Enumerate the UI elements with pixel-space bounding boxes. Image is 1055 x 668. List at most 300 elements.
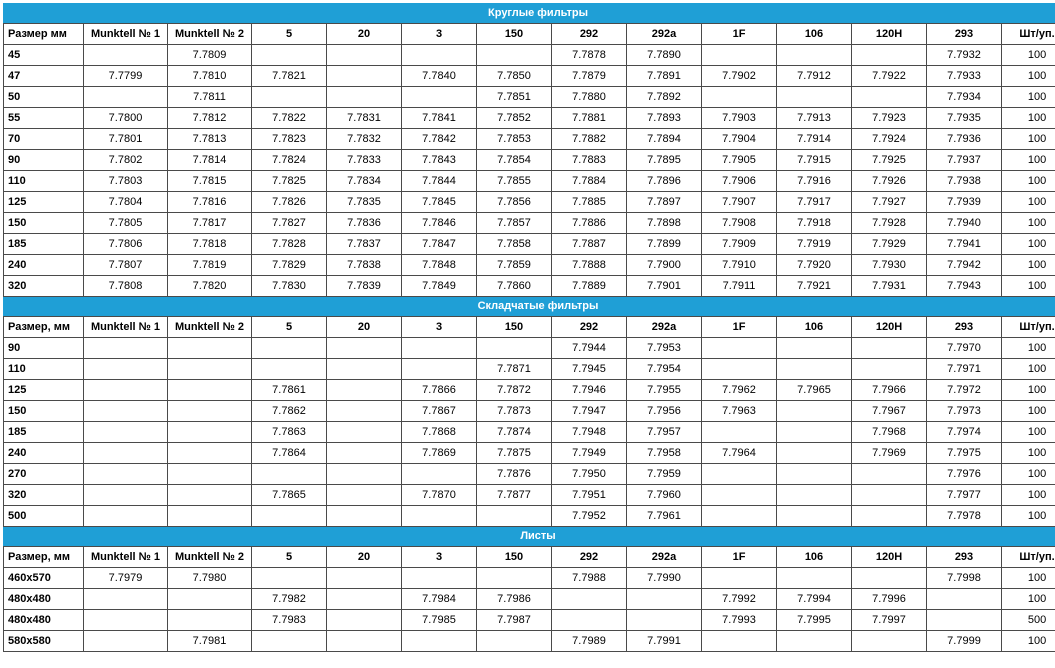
table-cell: 7.7847 — [402, 234, 477, 255]
table-cell: 7.7979 — [84, 568, 168, 589]
column-header: Шт/уп. — [1002, 24, 1055, 45]
size-cell: 185 — [4, 234, 84, 255]
table-cell: 7.7866 — [402, 380, 477, 401]
table-cell: 7.7831 — [327, 108, 402, 129]
table-cell: 7.7881 — [552, 108, 627, 129]
table-cell: 7.7973 — [927, 401, 1002, 422]
table-cell: 7.7969 — [852, 443, 927, 464]
table-cell: 7.7924 — [852, 129, 927, 150]
column-header: 3 — [402, 547, 477, 568]
column-header: 20 — [327, 547, 402, 568]
table-cell — [552, 610, 627, 631]
table-cell: 7.7940 — [927, 213, 1002, 234]
table-cell — [852, 506, 927, 527]
table-cell: 7.7959 — [627, 464, 702, 485]
table-cell — [168, 359, 252, 380]
table-row — [4, 359, 1055, 380]
table-cell — [84, 610, 168, 631]
table-cell: 7.7883 — [552, 150, 627, 171]
table-row — [4, 213, 1055, 234]
table-cell: 7.7857 — [477, 213, 552, 234]
table-cell: 7.7945 — [552, 359, 627, 380]
table-cell: 7.7855 — [477, 171, 552, 192]
table-cell — [252, 568, 327, 589]
table-cell: 100 — [1002, 464, 1055, 485]
table-cell: 7.7850 — [477, 66, 552, 87]
filter-catalog — [3, 3, 1055, 652]
table-cell — [702, 422, 777, 443]
table-cell: 7.7904 — [702, 129, 777, 150]
table-cell — [327, 422, 402, 443]
table-cell — [402, 568, 477, 589]
table-cell: 7.7907 — [702, 192, 777, 213]
table-cell: 7.7932 — [927, 45, 1002, 66]
table-cell: 7.7952 — [552, 506, 627, 527]
table-cell: 7.7956 — [627, 401, 702, 422]
table-cell: 7.7882 — [552, 129, 627, 150]
size-cell: 55 — [4, 108, 84, 129]
table-cell: 7.7937 — [927, 150, 1002, 171]
table-cell — [777, 401, 852, 422]
table-cell — [702, 506, 777, 527]
table-cell: 100 — [1002, 171, 1055, 192]
table-cell: 7.7957 — [627, 422, 702, 443]
table-cell: 7.7815 — [168, 171, 252, 192]
column-header: 292a — [627, 547, 702, 568]
table-cell: 7.7900 — [627, 255, 702, 276]
table-cell: 7.7805 — [84, 213, 168, 234]
size-cell: 150 — [4, 401, 84, 422]
column-header: 120H — [852, 24, 927, 45]
table-cell: 7.7963 — [702, 401, 777, 422]
column-header: 5 — [252, 547, 327, 568]
column-header: 106 — [777, 24, 852, 45]
column-header: 292a — [627, 317, 702, 338]
table-cell — [252, 464, 327, 485]
table-cell: 7.7861 — [252, 380, 327, 401]
table-cell: 7.7893 — [627, 108, 702, 129]
table-cell: 7.7834 — [327, 171, 402, 192]
table-cell: 7.7843 — [402, 150, 477, 171]
table-cell: 7.7968 — [852, 422, 927, 443]
table-cell — [402, 87, 477, 108]
size-cell: 240 — [4, 255, 84, 276]
size-cell: 90 — [4, 338, 84, 359]
table-cell — [327, 443, 402, 464]
table-cell: 7.7803 — [84, 171, 168, 192]
table-cell — [402, 506, 477, 527]
table-cell — [552, 589, 627, 610]
table-cell: 100 — [1002, 234, 1055, 255]
table-cell — [852, 338, 927, 359]
table-cell: 7.7878 — [552, 45, 627, 66]
table-cell: 7.7896 — [627, 171, 702, 192]
table-row — [4, 443, 1055, 464]
table-cell: 7.7833 — [327, 150, 402, 171]
column-header: 3 — [402, 24, 477, 45]
header-row — [4, 24, 1055, 45]
table-cell: 7.7801 — [84, 129, 168, 150]
table-cell: 100 — [1002, 213, 1055, 234]
table-cell: 7.7970 — [927, 338, 1002, 359]
table-cell — [777, 568, 852, 589]
column-header: 292a — [627, 24, 702, 45]
column-header-size: Размер, мм — [4, 317, 84, 338]
table-cell: 7.7961 — [627, 506, 702, 527]
size-cell: 320 — [4, 485, 84, 506]
table-cell: 7.7928 — [852, 213, 927, 234]
table-cell: 7.7905 — [702, 150, 777, 171]
table-cell: 7.7962 — [702, 380, 777, 401]
table-cell — [327, 45, 402, 66]
table-row — [4, 192, 1055, 213]
header-row — [4, 547, 1055, 568]
table-cell — [327, 568, 402, 589]
table-cell — [777, 464, 852, 485]
table-cell: 7.7901 — [627, 276, 702, 297]
table-cell — [627, 610, 702, 631]
table-cell: 7.7886 — [552, 213, 627, 234]
table-cell: 7.7873 — [477, 401, 552, 422]
size-cell: 45 — [4, 45, 84, 66]
table-cell: 7.7808 — [84, 276, 168, 297]
table-cell — [168, 443, 252, 464]
table-cell — [252, 338, 327, 359]
table-cell: 7.7927 — [852, 192, 927, 213]
column-header: Munktell № 2 — [168, 547, 252, 568]
table-cell: 7.7965 — [777, 380, 852, 401]
table-cell — [852, 359, 927, 380]
table-cell — [477, 506, 552, 527]
table-cell: 7.7895 — [627, 150, 702, 171]
table-cell: 7.7892 — [627, 87, 702, 108]
column-header: 1F — [702, 547, 777, 568]
table-cell: 7.7836 — [327, 213, 402, 234]
table-cell: 7.7865 — [252, 485, 327, 506]
table-cell — [252, 45, 327, 66]
table-cell: 7.7913 — [777, 108, 852, 129]
table-cell — [477, 45, 552, 66]
table-cell: 7.7849 — [402, 276, 477, 297]
table-row — [4, 276, 1055, 297]
table-cell: 7.7926 — [852, 171, 927, 192]
table-cell: 7.7830 — [252, 276, 327, 297]
table-cell: 7.7858 — [477, 234, 552, 255]
table-cell: 7.7841 — [402, 108, 477, 129]
table-cell: 7.7975 — [927, 443, 1002, 464]
table-cell: 100 — [1002, 568, 1055, 589]
column-header: 5 — [252, 317, 327, 338]
column-header: 120H — [852, 317, 927, 338]
table-row — [4, 380, 1055, 401]
table-cell: 100 — [1002, 338, 1055, 359]
table-cell: 100 — [1002, 401, 1055, 422]
table-cell — [477, 631, 552, 652]
table-cell — [702, 359, 777, 380]
table-cell: 7.7917 — [777, 192, 852, 213]
table-cell: 7.7976 — [927, 464, 1002, 485]
table-cell: 7.7939 — [927, 192, 1002, 213]
table-body — [4, 4, 1055, 652]
table-row — [4, 464, 1055, 485]
table-cell: 7.7921 — [777, 276, 852, 297]
table-cell: 7.7938 — [927, 171, 1002, 192]
table-cell — [777, 506, 852, 527]
table-cell: 7.7821 — [252, 66, 327, 87]
table-cell: 7.7931 — [852, 276, 927, 297]
table-cell: 7.7874 — [477, 422, 552, 443]
table-cell: 7.7845 — [402, 192, 477, 213]
table-cell: 7.7990 — [627, 568, 702, 589]
column-header: 1F — [702, 317, 777, 338]
table-row — [4, 87, 1055, 108]
table-cell: 100 — [1002, 631, 1055, 652]
table-cell: 100 — [1002, 485, 1055, 506]
table-cell — [702, 631, 777, 652]
column-header: Munktell № 1 — [84, 547, 168, 568]
size-cell: 110 — [4, 359, 84, 380]
column-header-size: Размер мм — [4, 24, 84, 45]
table-cell: 7.7844 — [402, 171, 477, 192]
size-cell: 110 — [4, 171, 84, 192]
table-cell: 7.7885 — [552, 192, 627, 213]
table-cell: 7.7915 — [777, 150, 852, 171]
column-header: 150 — [477, 547, 552, 568]
table-cell: 7.7989 — [552, 631, 627, 652]
column-header: 1F — [702, 24, 777, 45]
table-cell: 7.7964 — [702, 443, 777, 464]
table-row — [4, 108, 1055, 129]
table-cell: 7.7854 — [477, 150, 552, 171]
table-cell — [327, 506, 402, 527]
table-cell: 7.7867 — [402, 401, 477, 422]
table-cell: 7.7972 — [927, 380, 1002, 401]
table-cell: 7.7912 — [777, 66, 852, 87]
table-cell: 7.7988 — [552, 568, 627, 589]
table-cell: 7.7953 — [627, 338, 702, 359]
table-cell — [84, 422, 168, 443]
table-cell — [852, 464, 927, 485]
column-header: 293 — [927, 317, 1002, 338]
table-cell — [627, 589, 702, 610]
table-row — [4, 129, 1055, 150]
table-cell — [327, 485, 402, 506]
table-cell: 7.7947 — [552, 401, 627, 422]
table-cell: 100 — [1002, 359, 1055, 380]
size-cell: 480x480 — [4, 610, 84, 631]
table-cell: 7.7918 — [777, 213, 852, 234]
table-row — [4, 150, 1055, 171]
table-cell: 7.7910 — [702, 255, 777, 276]
table-cell — [84, 45, 168, 66]
size-cell: 125 — [4, 380, 84, 401]
table-cell: 7.7888 — [552, 255, 627, 276]
table-cell — [327, 610, 402, 631]
table-cell: 7.7922 — [852, 66, 927, 87]
table-cell: 7.7817 — [168, 213, 252, 234]
table-cell — [168, 422, 252, 443]
table-row — [4, 338, 1055, 359]
table-cell — [477, 338, 552, 359]
table-cell: 7.7842 — [402, 129, 477, 150]
table-cell: 7.7971 — [927, 359, 1002, 380]
table-cell: 100 — [1002, 589, 1055, 610]
table-cell: 100 — [1002, 380, 1055, 401]
table-cell — [852, 568, 927, 589]
table-cell — [702, 485, 777, 506]
table-cell: 100 — [1002, 87, 1055, 108]
table-row — [4, 568, 1055, 589]
column-header: 150 — [477, 24, 552, 45]
table-row — [4, 45, 1055, 66]
table-cell: 7.7984 — [402, 589, 477, 610]
table-cell: 7.7872 — [477, 380, 552, 401]
table-cell — [777, 631, 852, 652]
table-row — [4, 66, 1055, 87]
table-cell: 7.7889 — [552, 276, 627, 297]
section-title-row — [4, 297, 1055, 317]
section-title: Круглые фильтры — [4, 4, 1055, 24]
table-cell: 7.7826 — [252, 192, 327, 213]
table-cell — [402, 631, 477, 652]
table-cell: 7.7856 — [477, 192, 552, 213]
table-cell: 7.7846 — [402, 213, 477, 234]
column-header: 292 — [552, 547, 627, 568]
column-header: 120H — [852, 547, 927, 568]
table-cell: 7.7909 — [702, 234, 777, 255]
header-row — [4, 317, 1055, 338]
column-header: 5 — [252, 24, 327, 45]
table-cell: 7.7876 — [477, 464, 552, 485]
table-cell: 7.7811 — [168, 87, 252, 108]
table-cell: 7.7827 — [252, 213, 327, 234]
table-cell: 7.7920 — [777, 255, 852, 276]
table-cell: 7.7828 — [252, 234, 327, 255]
table-cell: 7.7960 — [627, 485, 702, 506]
size-cell: 185 — [4, 422, 84, 443]
column-header: 20 — [327, 317, 402, 338]
table-cell: 7.7902 — [702, 66, 777, 87]
table-cell — [168, 610, 252, 631]
table-cell: 100 — [1002, 45, 1055, 66]
table-cell: 100 — [1002, 422, 1055, 443]
table-cell: 100 — [1002, 276, 1055, 297]
table-cell: 7.7993 — [702, 610, 777, 631]
table-cell: 7.7943 — [927, 276, 1002, 297]
table-cell: 7.7949 — [552, 443, 627, 464]
table-cell: 7.7863 — [252, 422, 327, 443]
table-cell: 100 — [1002, 150, 1055, 171]
column-header: 3 — [402, 317, 477, 338]
table-cell — [702, 45, 777, 66]
table-cell: 7.7985 — [402, 610, 477, 631]
table-cell: 7.7890 — [627, 45, 702, 66]
table-cell: 7.7864 — [252, 443, 327, 464]
table-cell: 7.7802 — [84, 150, 168, 171]
table-cell — [84, 380, 168, 401]
table-cell: 7.7839 — [327, 276, 402, 297]
table-cell — [852, 87, 927, 108]
table-cell: 7.7848 — [402, 255, 477, 276]
table-cell: 7.7852 — [477, 108, 552, 129]
table-cell: 7.7925 — [852, 150, 927, 171]
table-cell: 7.7825 — [252, 171, 327, 192]
table-cell: 7.7894 — [627, 129, 702, 150]
table-cell: 7.7991 — [627, 631, 702, 652]
table-cell: 7.7906 — [702, 171, 777, 192]
table-cell: 7.7806 — [84, 234, 168, 255]
table-cell: 7.7823 — [252, 129, 327, 150]
table-cell: 7.7978 — [927, 506, 1002, 527]
table-cell — [852, 45, 927, 66]
table-cell: 7.7897 — [627, 192, 702, 213]
size-cell: 580x580 — [4, 631, 84, 652]
table-cell — [777, 45, 852, 66]
table-cell — [327, 87, 402, 108]
table-cell: 7.7813 — [168, 129, 252, 150]
table-cell — [402, 45, 477, 66]
table-cell: 7.7911 — [702, 276, 777, 297]
table-cell: 7.7880 — [552, 87, 627, 108]
table-cell: 7.7929 — [852, 234, 927, 255]
table-cell: 7.7814 — [168, 150, 252, 171]
size-cell: 90 — [4, 150, 84, 171]
table-cell: 7.7851 — [477, 87, 552, 108]
table-cell: 7.7966 — [852, 380, 927, 401]
table-cell: 7.7829 — [252, 255, 327, 276]
column-header-size: Размер, мм — [4, 547, 84, 568]
table-cell — [777, 359, 852, 380]
column-header: 292 — [552, 24, 627, 45]
column-header: Munktell № 1 — [84, 24, 168, 45]
size-cell: 480x480 — [4, 589, 84, 610]
table-cell: 7.7898 — [627, 213, 702, 234]
table-cell: 7.7868 — [402, 422, 477, 443]
table-cell — [777, 443, 852, 464]
table-cell: 7.7903 — [702, 108, 777, 129]
table-cell: 7.7804 — [84, 192, 168, 213]
table-cell: 7.7822 — [252, 108, 327, 129]
table-cell: 7.7948 — [552, 422, 627, 443]
table-row — [4, 255, 1055, 276]
table-row — [4, 422, 1055, 443]
size-cell: 150 — [4, 213, 84, 234]
column-header: 106 — [777, 317, 852, 338]
table-cell: 7.7816 — [168, 192, 252, 213]
table-cell: 7.7950 — [552, 464, 627, 485]
table-cell: 7.7877 — [477, 485, 552, 506]
table-row — [4, 234, 1055, 255]
table-cell: 7.7954 — [627, 359, 702, 380]
table-cell — [252, 87, 327, 108]
table-cell: 7.7974 — [927, 422, 1002, 443]
table-cell: 7.7936 — [927, 129, 1002, 150]
table-cell — [84, 443, 168, 464]
table-cell: 7.7810 — [168, 66, 252, 87]
table-cell: 100 — [1002, 129, 1055, 150]
table-cell — [327, 589, 402, 610]
table-cell: 7.7923 — [852, 108, 927, 129]
table-cell: 7.7982 — [252, 589, 327, 610]
size-cell: 70 — [4, 129, 84, 150]
table-cell: 100 — [1002, 506, 1055, 527]
table-cell: 7.7986 — [477, 589, 552, 610]
table-cell: 7.7944 — [552, 338, 627, 359]
table-cell: 7.7875 — [477, 443, 552, 464]
table-row — [4, 610, 1055, 631]
table-cell — [84, 485, 168, 506]
table-cell — [327, 464, 402, 485]
